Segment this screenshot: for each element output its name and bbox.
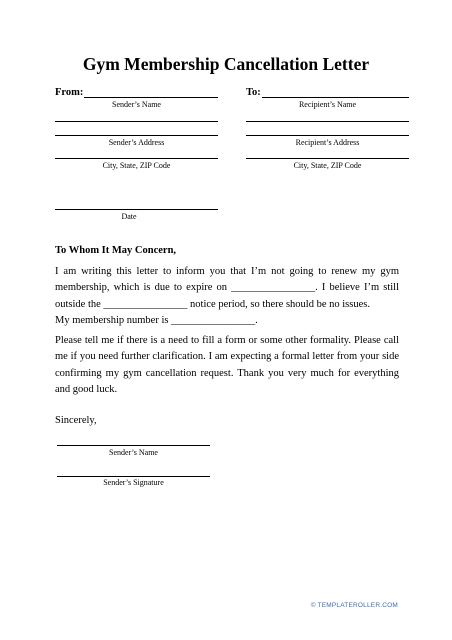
from-name-caption: Sender’s Name	[112, 100, 161, 109]
to-city-caption: City, State, ZIP Code	[293, 161, 362, 170]
from-address-line-2	[55, 135, 218, 136]
date-line	[55, 209, 218, 210]
date-caption: Date	[121, 212, 137, 221]
from-label: From:	[55, 87, 84, 98]
to-city-line	[246, 158, 409, 159]
paragraph-membership-number: My membership number is ________________.	[55, 315, 258, 326]
signature-name-line	[57, 445, 210, 446]
signature-line	[57, 476, 210, 477]
from-city-caption: City, State, ZIP Code	[102, 161, 171, 170]
to-address-line-2	[246, 135, 409, 136]
from-address-line-1	[55, 121, 218, 122]
footer-brand[interactable]: © TEMPLATEROLLER.COM	[310, 602, 398, 609]
signature-name-caption: Sender’s Name	[109, 448, 158, 457]
from-name-line	[84, 97, 218, 98]
paragraph-request: Please tell me if there is a need to fill a form or some other formality. Please call me if you need further clarification. I am expecting a formal letter from your side confirming my gym cancellation request. Thank you very much for everything and good luck.	[55, 335, 399, 395]
from-address-caption: Sender’s Address	[108, 138, 165, 147]
to-name-line	[262, 97, 409, 98]
to-address-line-1	[246, 121, 409, 122]
from-city-line	[55, 158, 218, 159]
to-label: To:	[246, 87, 261, 98]
paragraph-intent: I am writing this letter to inform you that I’m not going to renew my gym membership, which is due to expire on ________________. I believe I’m still outside the ________________ notice period, so there should be no issues.	[55, 266, 399, 310]
signature-caption: Sender’s Signature	[103, 478, 164, 487]
to-address-caption: Recipient’s Address	[295, 138, 360, 147]
closing: Sincerely,	[55, 415, 97, 426]
page-title: Gym Membership Cancellation Letter	[82, 54, 370, 74]
salutation: To Whom It May Concern,	[55, 245, 177, 256]
to-name-caption: Recipient’s Name	[298, 100, 357, 109]
